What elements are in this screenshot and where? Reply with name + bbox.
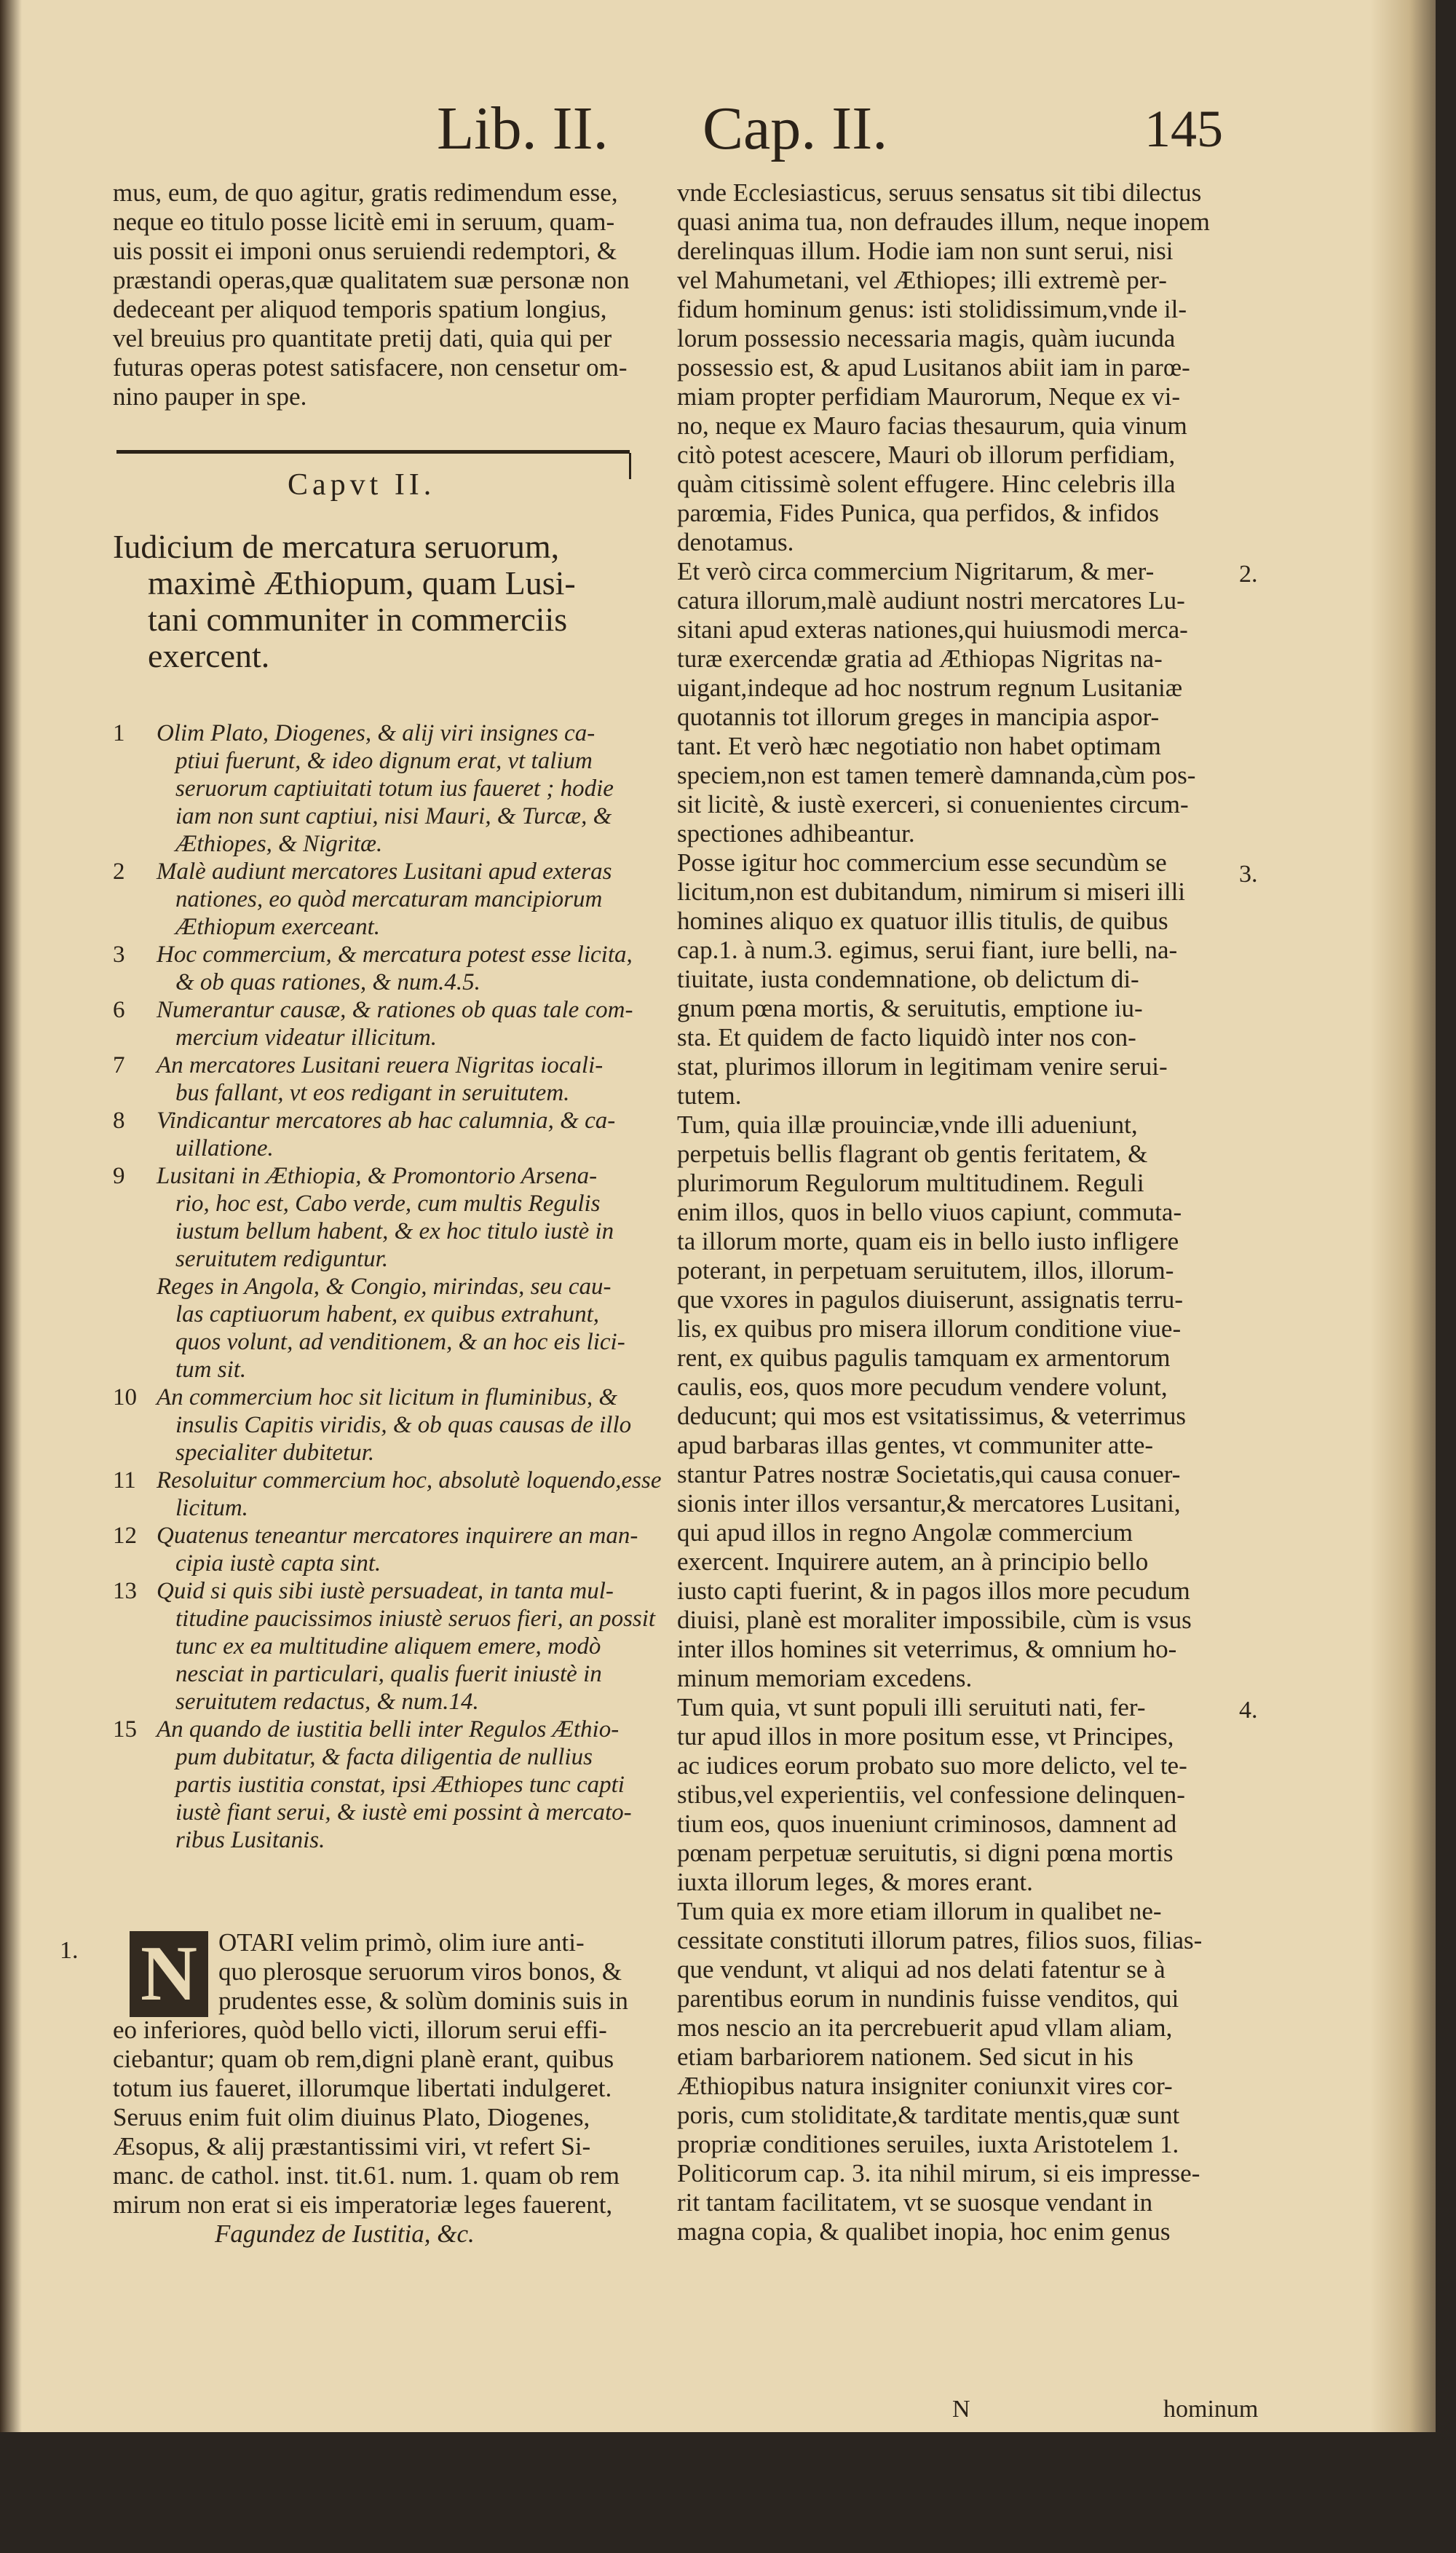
text-line: homines aliquo ex quatuor illis titulis, de quibus [677, 907, 1168, 935]
text-line: miam propter perfidiam Maurorum, Neque ex vi- [677, 382, 1181, 411]
text-line: cessitate constituti illorum patres, filios suos, filias- [677, 1926, 1203, 1954]
text-line: Posse igitur hoc commercium esse secundùm se [677, 848, 1167, 877]
text-line: quo plerosque seruorum viros bonos, & [218, 1957, 622, 1986]
summary-line: Reges in Angola, & Congio, mirindas, seu cau- [157, 1274, 612, 1300]
chapter-summary [113, 719, 662, 1854]
chapter-title-line: maximè Æthiopum, quam Lusi- [148, 564, 576, 601]
summary-line: seruitutem redactus, & num.14. [175, 1689, 479, 1715]
summary-line: iustè fiant serui, & iustè emi possint à mercato- [175, 1799, 632, 1826]
text-line: gnum pœna mortis, & seruitutis, emptione iu- [677, 994, 1143, 1022]
summary-line: Olim Plato, Diogenes, & alij viri insignes ca- [157, 720, 596, 746]
text-line: deducunt; qui mos est vsitatissimus, & veterrimus [677, 1402, 1186, 1430]
text-line: que vendunt, vt aliqui ad nos delati fatentur se à [677, 1955, 1166, 1984]
text-line: iusto capti fuerint, & in pagos illos more pecudum [677, 1577, 1190, 1605]
text-line: dedeceant per aliquod temporis spatium longius, [113, 295, 607, 323]
summary-line: Lusitani in Æthiopia, & Promontorio Arsena- [157, 1163, 598, 1189]
text-line: caulis, eos, quos more pecudum vendere volunt, [677, 1373, 1168, 1401]
summary-line: tunc ex ea multitudine aliquem emere, modò [175, 1633, 601, 1660]
text-line: neque eo titulo posse licitè emi in seruum, quam- [113, 208, 615, 236]
summary-line: An commercium hoc sit licitum in fluminibus, & [157, 1384, 618, 1410]
summary-line: tum sit. [175, 1357, 247, 1383]
summary-line: iustum bellum habent, & ex hoc titulo iustè in [175, 1218, 614, 1244]
text-line: quasi anima tua, non defraudes illum, neque inopem [677, 208, 1210, 236]
text-line: possessio est, & apud Lusitanos abiit iam in parœ- [677, 353, 1190, 382]
text-line: tium eos, quos inueniunt criminosos, damnent ad [677, 1810, 1177, 1838]
rule-tick [629, 453, 631, 479]
text-line: ta illorum morte, quam eis in bello iusto infligere [677, 1227, 1179, 1255]
text-line: tutem. [677, 1081, 742, 1110]
text-line: vnde Ecclesiasticus, seruus sensatus sit tibi dilectus [677, 178, 1202, 207]
summary-line: seruitutem rediguntur. [175, 1246, 389, 1272]
summary-line: Resoluitur commercium hoc, absolutè loquendo,esse [157, 1467, 662, 1493]
right-column [677, 178, 1252, 2246]
text-line: licitum,non est dubitandum, nimirum si miseri illi [677, 877, 1186, 906]
text-line: ac iudices eorum probato suo more delicto, vel te- [677, 1751, 1187, 1780]
text-line: tant. Et verò hæc negotiatio non habet optimam [677, 732, 1161, 760]
summary-line: las captiuorum habent, ex quibus extrahunt, [175, 1301, 600, 1327]
summary-line: insulis Capitis viridis, & ob quas causas de illo [175, 1412, 632, 1438]
margin-number-4: 4. [1239, 1697, 1258, 1724]
text-line: rent, ex quibus pagulis tamquam ex armentorum [677, 1343, 1171, 1372]
text-line: etiam barbariorem nationem. Sed sicut in his [677, 2043, 1133, 2071]
text-line: denotamus. [677, 528, 794, 556]
text-line: fidum hominum genus: isti stolidissimum,vnde il- [677, 295, 1187, 323]
summary-item [113, 1577, 656, 1716]
text-line: que vxores in pagulos diuiserunt, assignatis terru- [677, 1285, 1184, 1314]
text-line: inter illos homines sit veterrimus, & omnium ho- [677, 1635, 1177, 1663]
text-line: nino pauper in spe. [113, 382, 307, 411]
text-line: eo inferiores, quòd bello victi, illorum serui effi- [113, 2016, 607, 2044]
summary-item [113, 996, 644, 1051]
summary-line: uillatione. [175, 1135, 274, 1161]
text-line: mirum non erat si eis imperatoriæ leges fauerent, [113, 2190, 613, 2219]
text-line: tur apud illos in more positum esse, vt Principes, [677, 1722, 1174, 1751]
text-line: pœnam perpetuæ seruitutis, si digni pœna mortis [677, 1839, 1174, 1867]
summary-line: An quando de iustitia belli inter Regulos Æthio- [157, 1716, 620, 1743]
summary-line: titudine paucissimos iniustè seruos fieri, an possit [175, 1606, 656, 1632]
summary-item [113, 858, 644, 941]
text-line: vel breuius pro quantitate pretij dati, quia qui per [113, 324, 612, 352]
text-line: ciebantur; quam ob rem,digni planè erant, quibus [113, 2045, 614, 2073]
summary-line: Æthiopum exerceant. [175, 914, 381, 940]
chapter-title-line: Iudicium de mercatura seruorum, [113, 528, 560, 565]
text-line: no, neque ex Mauro facias thesaurum, quia vinum [677, 411, 1187, 440]
text-line: totum ius faueret, illorumque libertati indulgeret. [113, 2074, 612, 2102]
summary-line: quos volunt, ad venditionem, & an hoc eis lici- [175, 1329, 625, 1355]
summary-line: iam non sunt captiui, nisi Mauri, & Turcæ, & [175, 803, 612, 829]
text-line: diuisi, planè est moraliter impossibile, cùm is vsus [677, 1606, 1192, 1634]
text-line: Politicorum cap. 3. ita nihil mirum, si eis impresse- [677, 2159, 1200, 2187]
summary-number: 10 [113, 1384, 137, 1410]
summary-line: An mercatores Lusitani reuera Nigritas iocali- [157, 1052, 604, 1078]
text-line: Seruus enim fuit olim diuinus Plato, Diogenes, [113, 2103, 590, 2131]
left-column-top [113, 178, 637, 411]
text-line: Fagundez de Iustitia, &c. [215, 2219, 475, 2248]
summary-line: Vindicantur mercatores ab hac calumnia, & ca- [157, 1108, 616, 1134]
summary-item [113, 1467, 662, 1522]
text-line: futuras operas potest satisfacere, non censetur om- [113, 353, 628, 382]
summary-line: pum dubitatur, & facta diligentia de nullius [175, 1744, 593, 1770]
summary-line: mercium videatur illicitum. [175, 1025, 437, 1051]
text-line: turæ exercendæ gratia ad Æthiopas Nigritas na- [677, 644, 1163, 673]
summary-line: seruorum captiuitati totum ius faueret ; hodie [175, 776, 614, 802]
summary-item [113, 1051, 644, 1107]
text-line: præstandi operas,quæ qualitatem suæ personæ non [113, 266, 630, 294]
text-line: speciem,non est tamen temerè damnanda,cùm pos- [677, 761, 1196, 789]
text-line: parœmia, Fides Punica, qua perfidos, & infidos [677, 499, 1159, 527]
header-chapter: Cap. II. [703, 95, 888, 162]
summary-line: Numerantur causæ, & rationes ob quas tale com- [157, 997, 633, 1023]
text-line: lorum possessio necessaria magis, quàm iucunda [677, 324, 1176, 352]
section-rule [116, 450, 630, 454]
text-line: Æsopus, & alij præstantissimi viri, vt refert Si- [113, 2132, 591, 2161]
text-line: uigant,indeque ad hoc nostrum regnum Lusitaniæ [677, 674, 1183, 702]
summary-item [113, 1522, 644, 1577]
text-line: qui apud illos in regno Angolæ commercium [677, 1518, 1133, 1547]
text-line: catura illorum,malè audiunt nostri mercatores Lu- [677, 586, 1185, 615]
summary-line: bus fallant, vt eos redigant in seruitutem. [175, 1080, 570, 1106]
text-line: sionis inter illos versantur,& mercatores Lusitani, [677, 1489, 1181, 1518]
text-line: cap.1. à num.3. egimus, serui fiant, iure belli, na- [677, 936, 1178, 964]
text-line: quotannis tot illorum greges in mancipia aspor- [677, 703, 1160, 731]
summary-number: 7 [113, 1052, 125, 1078]
summary-number: 3 [113, 942, 125, 968]
text-line: quàm citissimè solent effugere. Hinc celebris illa [677, 470, 1176, 498]
text-line: manc. de cathol. inst. tit.61. num. 1. quam ob rem [113, 2161, 620, 2190]
spine-shadow [0, 0, 22, 2432]
text-line: sit licitè, & iustè exerceri, si conuenientes circum- [677, 790, 1189, 818]
summary-number: 8 [113, 1108, 125, 1134]
summary-number: 12 [113, 1523, 137, 1549]
text-line: Æthiopibus natura insigniter coniunxit vires cor- [677, 2072, 1173, 2100]
text-line: derelinquas illum. Hodie iam non sunt serui, nisi [677, 237, 1174, 265]
drop-cap: N [130, 1931, 208, 2017]
text-line: propriæ conditiones seruiles, iuxta Aristotelem 1. [677, 2130, 1179, 2158]
text-line: stibus,vel experientiis, vel confessione delinquen- [677, 1780, 1185, 1809]
text-line: uis possit ei imponi onus seruiendi redemptori, & [113, 237, 617, 265]
summary-line: Æthiopes, & Nigritæ. [175, 831, 383, 857]
summary-number: 13 [113, 1578, 137, 1604]
text-line: parentibus eorum in nundinis fuisse venditos, qui [677, 1984, 1179, 2013]
header-book: Lib. II. [437, 95, 609, 162]
text-line: poris, cum stoliditate,& tarditate mentis,quæ sunt [677, 2101, 1180, 2129]
summary-number: 15 [113, 1716, 137, 1743]
text-line: Tum quia ex more etiam illorum in qualibet ne- [677, 1897, 1162, 1925]
text-line: sta. Et quidem de facto liquidò inter nos con- [677, 1023, 1136, 1051]
margin-number-3: 3. [1239, 861, 1258, 888]
summary-line: nationes, eo quòd mercaturam mancipiorum [175, 886, 603, 912]
summary-number: 1 [113, 720, 125, 746]
chapter-title-line: tani communiter in commerciis [148, 601, 568, 638]
text-line: minum memoriam excedens. [677, 1664, 973, 1692]
text-line: OTARI velim primò, olim iure anti- [218, 1928, 585, 1957]
text-line: magna copia, & qualibet inopia, hoc enim genus [677, 2217, 1171, 2246]
summary-number: 6 [113, 997, 125, 1023]
text-line: citò potest acescere, Mauri ob illorum perfidiam, [677, 441, 1176, 469]
summary-line: specialiter dubitetur. [175, 1440, 375, 1466]
text-line: mos nescio an ita percrebuerit apud vllam aliam, [677, 2013, 1173, 2042]
text-line: iuxta illorum leges, & mores erant. [677, 1868, 1033, 1896]
text-line: rit tantam facilitatem, vt se suosque vendant in [677, 2188, 1153, 2217]
summary-item [113, 1273, 644, 1384]
summary-line: nesciat in particulari, qualis fuerit iniustè in [175, 1661, 602, 1687]
summary-line: Quatenus teneantur mercatores inquirere an man- [157, 1523, 638, 1549]
summary-line: ribus Lusitanis. [175, 1827, 325, 1853]
text-line: Tum quia, vt sunt populi illi seruituti nati, fer- [677, 1693, 1146, 1721]
text-line: exercent. Inquirere autem, an à principio bello [677, 1547, 1149, 1576]
text-line: apud barbaras illas gentes, vt communiter atte- [677, 1431, 1154, 1459]
signature-mark: N [952, 2396, 970, 2423]
text-line: plurimorum Regulorum multitudinem. Reguli [677, 1169, 1144, 1197]
summary-item [113, 1716, 644, 1854]
text-line: lis, ex quibus pro misera illorum conditione viue- [677, 1314, 1182, 1343]
text-line: tiuitate, iusta condemnatione, ob delictum di- [677, 965, 1139, 993]
text-line: Tum, quia illæ prouinciæ,vnde illi adueniunt, [677, 1110, 1138, 1139]
summary-item [113, 941, 644, 996]
summary-line: Malè audiunt mercatores Lusitani apud exteras [157, 859, 612, 885]
caput-heading: Capvt II. [288, 468, 436, 502]
summary-number: 11 [113, 1467, 136, 1493]
summary-item [113, 719, 644, 858]
summary-line: cipia iustè capta sint. [175, 1550, 381, 1577]
summary-line: ptiui fuerunt, & ideo dignum erat, vt talium [175, 748, 593, 774]
margin-number-1: 1. [60, 1937, 79, 1964]
text-line: spectiones adhibeantur. [677, 819, 915, 848]
chapter-title [113, 529, 644, 674]
summary-line: Hoc commercium, & mercatura potest esse licita, [157, 942, 633, 968]
summary-item [113, 1384, 644, 1467]
summary-number: 9 [113, 1163, 125, 1189]
text-line: prudentes esse, & solùm dominis suis in [218, 1986, 628, 2015]
text-line: mus, eum, de quo agitur, gratis redimendum esse, [113, 178, 618, 207]
text-line: poterant, in perpetuam seruitutem, illos, illorum- [677, 1256, 1174, 1285]
running-header [437, 93, 1310, 166]
summary-item [113, 1107, 644, 1162]
page-edge [1370, 0, 1436, 2432]
summary-line: Quid si quis sibi iustè persuadeat, in tanta mul- [157, 1578, 614, 1604]
text-line: sitani apud exteras nationes,qui huiusmodi merca- [677, 615, 1188, 644]
text-line: perpetuis bellis flagrant ob gentis feritatem, & [677, 1140, 1148, 1168]
text-line: enim illos, quos in bello viuos capiunt, commuta- [677, 1198, 1182, 1226]
summary-line: & ob quas rationes, & num.4.5. [175, 969, 480, 995]
chapter-title-line: exercent. [148, 637, 270, 674]
page-number: 145 [1144, 100, 1223, 158]
text-line: stantur Patres nostræ Societatis,qui causa conuer- [677, 1460, 1181, 1488]
catchword: hominum [1163, 2396, 1259, 2423]
summary-number: 2 [113, 859, 125, 885]
summary-line: partis iustitia constat, ipsi Æthiopes tunc capti [175, 1772, 625, 1798]
summary-item [113, 1162, 644, 1273]
summary-line: rio, hoc est, Cabo verde, cum multis Regulis [175, 1191, 601, 1217]
margin-number-2: 2. [1239, 561, 1258, 588]
summary-line: licitum. [175, 1495, 248, 1521]
text-line: Et verò circa commercium Nigritarum, & mer- [677, 557, 1155, 585]
left-column-body [113, 1928, 644, 2249]
text-line: vel Mahumetani, vel Æthiopes; illi extremè per- [677, 266, 1167, 294]
text-line: stat, plurimos illorum in legitimam venire serui- [677, 1052, 1168, 1081]
